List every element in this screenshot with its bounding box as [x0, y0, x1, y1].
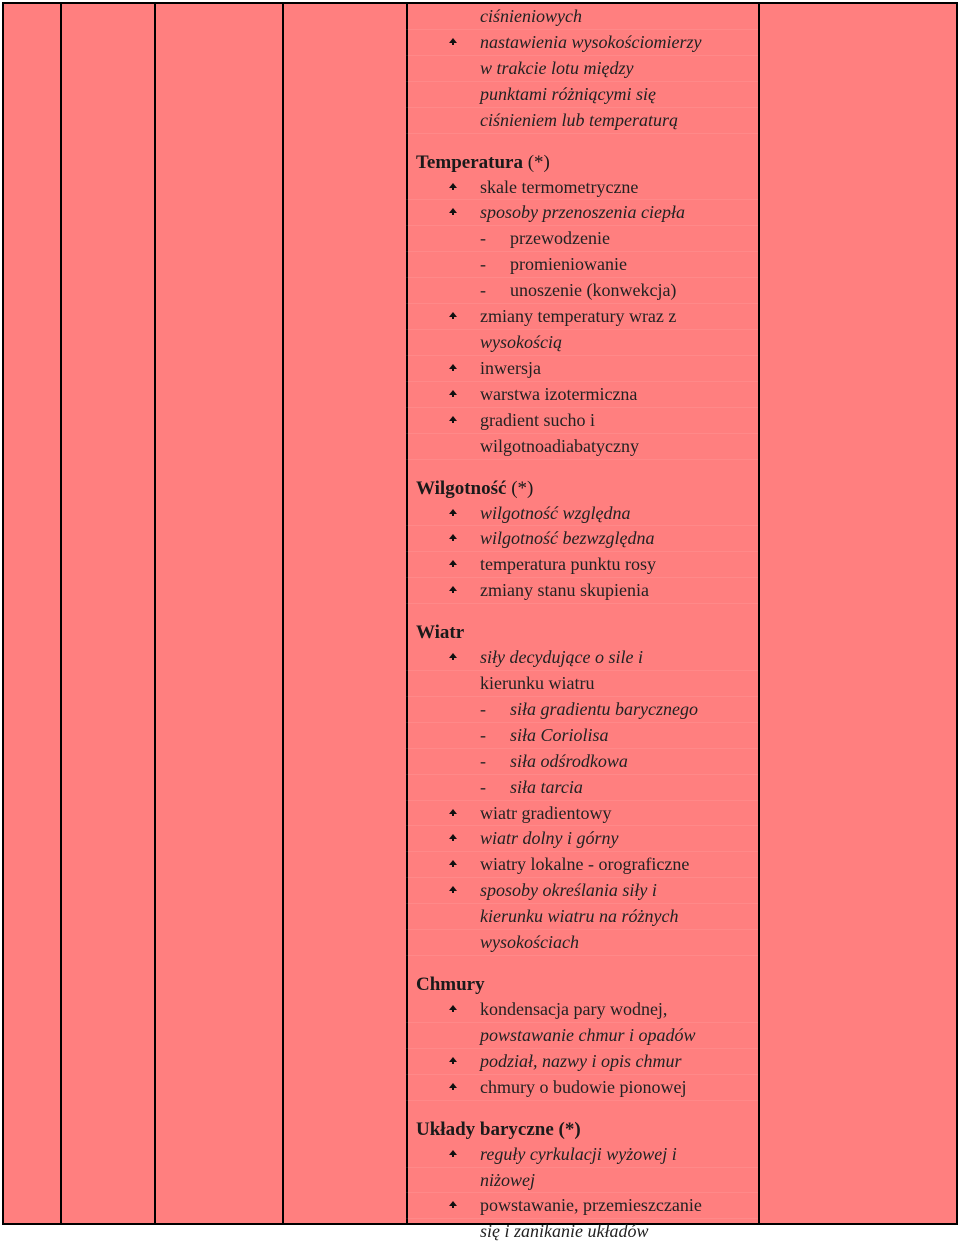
arrow-up-bullet-icon: [446, 552, 460, 577]
list-subitem: - promieniowanie: [406, 252, 758, 278]
section-heading: Temperatura (*): [416, 151, 550, 173]
arrow-up-bullet-icon: [446, 200, 460, 225]
section-heading: Wiatr: [416, 622, 465, 644]
list-item: temperatura punktu rosy: [406, 552, 758, 578]
list-item: chmury o budowie pionowej: [406, 1075, 758, 1101]
section-heading: Układy baryczne (*): [416, 1118, 581, 1140]
arrow-up-bullet-icon: [446, 801, 460, 826]
arrow-up-bullet-icon: [446, 408, 460, 433]
list-item: wiatr gradientowy: [406, 801, 758, 827]
arrow-up-bullet-icon: [446, 578, 460, 603]
list-subitem: - siła tarcia: [406, 775, 758, 801]
arrow-up-bullet-icon: [446, 1049, 460, 1074]
arrow-up-bullet-icon: [446, 1193, 460, 1218]
list-item: podział, nazwy i opis chmur: [406, 1049, 758, 1075]
section-heading: Chmury: [416, 974, 485, 995]
list-item: wilgotność względna: [406, 501, 758, 527]
list-item: ciśnieniem lub temperaturą: [406, 108, 758, 134]
list-item: powstawanie chmur i opadów: [406, 1023, 758, 1049]
arrow-up-bullet-icon: [446, 526, 460, 551]
arrow-up-bullet-icon: [446, 645, 460, 670]
list-item: reguły cyrkulacji wyżowej i: [406, 1142, 758, 1168]
arrow-up-bullet-icon: [446, 826, 460, 851]
arrow-up-bullet-icon: [446, 852, 460, 877]
list-item: kierunku wiatru na różnych: [406, 904, 758, 930]
list-item: kierunku wiatru: [406, 671, 758, 697]
list-item: skale termometryczne: [406, 175, 758, 201]
table-cell-col2: [60, 2, 156, 1225]
list-item: ciśnieniowych: [406, 4, 758, 30]
section-continued: [406, 4, 758, 134]
list-item: w trakcie lotu między: [406, 56, 758, 82]
arrow-up-bullet-icon: [446, 356, 460, 381]
list-item: wysokością: [406, 330, 758, 356]
list-subitem: - przewodzenie: [406, 226, 758, 252]
list-item: punktami różniącymi się: [406, 82, 758, 108]
arrow-up-bullet-icon: [446, 501, 460, 526]
list-item: wiatr dolny i górny: [406, 826, 758, 852]
list-item: kondensacja pary wodnej,: [406, 997, 758, 1023]
list-item: się i zanikanie układów: [406, 1219, 758, 1245]
list-item: zmiany temperatury wraz z: [406, 304, 758, 330]
list-item: sposoby określania siły i: [406, 878, 758, 904]
table-cell-col6: [758, 2, 958, 1225]
list-item: zmiany stanu skupienia: [406, 578, 758, 604]
list-item: sposoby przenoszenia ciepła: [406, 200, 758, 226]
list-item: powstawanie, przemieszczanie: [406, 1193, 758, 1219]
list-item: siły decydujące o sile i: [406, 645, 758, 671]
section-wilgotnosc: [406, 476, 758, 605]
arrow-up-bullet-icon: [446, 382, 460, 407]
list-item: wilgotnoadiabatyczny: [406, 434, 758, 460]
arrow-up-bullet-icon: [446, 304, 460, 329]
list-item: gradient sucho i: [406, 408, 758, 434]
arrow-up-bullet-icon: [446, 1075, 460, 1100]
list-item: niżowej: [406, 1168, 758, 1194]
list-subitem: - unoszenie (konwekcja): [406, 278, 758, 304]
list-subitem: - siła gradientu barycznego: [406, 697, 758, 723]
list-item: wilgotność bezwzględna: [406, 526, 758, 552]
arrow-up-bullet-icon: [446, 878, 460, 903]
table-cell-col4: [282, 2, 408, 1225]
list-item: wiatry lokalne - orograficzne: [406, 852, 758, 878]
list-item: inwersja: [406, 356, 758, 382]
list-subitem: - siła Coriolisa: [406, 723, 758, 749]
arrow-up-bullet-icon: [446, 30, 460, 55]
table-cell-col3: [154, 2, 284, 1225]
list-item: wysokościach: [406, 930, 758, 956]
section-wiatr: [406, 620, 758, 956]
list-item: warstwa izotermiczna: [406, 382, 758, 408]
arrow-up-bullet-icon: [446, 175, 460, 200]
arrow-up-bullet-icon: [446, 997, 460, 1022]
list-subitem: - siła odśrodkowa: [406, 749, 758, 775]
section-heading: Wilgotność (*): [416, 477, 534, 499]
content-column: [406, 2, 758, 1242]
arrow-up-bullet-icon: [446, 1142, 460, 1167]
list-item: nastawienia wysokościomierzy: [406, 30, 758, 56]
section-temperatura: [406, 150, 758, 460]
section-uklady-baryczne: [406, 1117, 758, 1245]
section-chmury: [406, 972, 758, 1101]
table-cell-col1: [2, 2, 62, 1225]
